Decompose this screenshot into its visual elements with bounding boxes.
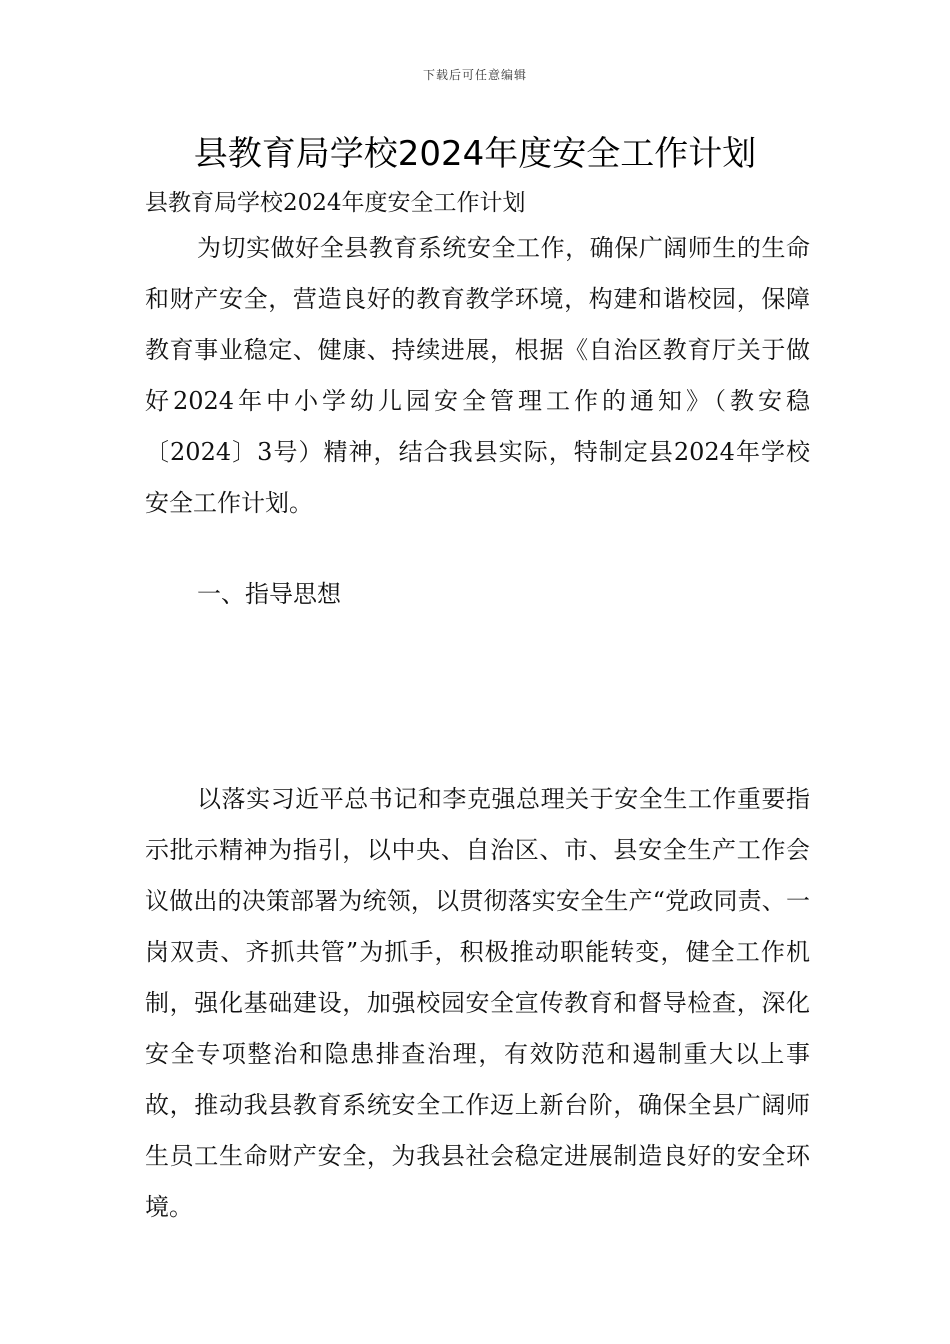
section-paragraph: 以落实习近平总书记和李克强总理关于安全生工作重要指示批示精神为指引，以中央、自治区、市、县安全生产工作会议做出的决策部署为统领，以贯彻落实安全生产“党政同责、一岗双责、齐抓共管”为抓手，积极推动职能转变，健全工作机制，强化基础建设，加强校园安全宣传教育和督导检查，深化安全专项整治和隐患排查治理，有效防范和遏制重大以上事故，推动我县教育系统安全工作迈上新台阶，确保全县广阔师生员工生命财产安全，为我县社会稳定进展制造良好的安全环境。 <box>145 785 810 1221</box>
intro-paragraph: 为切实做好全县教育系统安全工作，确保广阔师生的生命和财产安全，营造良好的教育教学环境，构建和谐校园，保障教育事业稳定、健康、持续进展，根据《自治区教育厅关于做好2024年中小学幼儿园安全管理工作的通知》（教安稳〔2024〕3号）精神，结合我县实际，特制定县2024年学校安全工作计划。 <box>145 234 810 517</box>
document-title: 县教育局学校2024年度安全工作计划 <box>193 134 757 174</box>
header-note: 下载后可任意编辑 <box>422 68 527 82</box>
document-subtitle: 县教育局学校2024年度安全工作计划 <box>145 190 526 216</box>
section-heading: 一、指导思想 <box>197 580 341 608</box>
